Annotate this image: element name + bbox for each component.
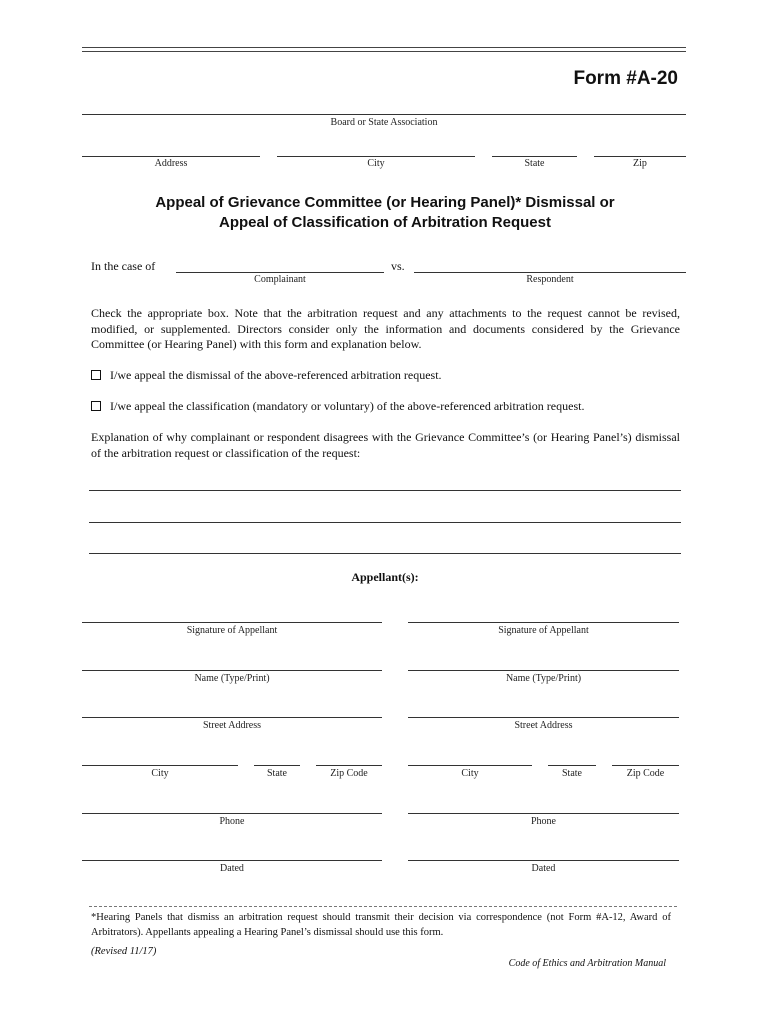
complainant-label: Complainant xyxy=(254,274,306,285)
footnote: *Hearing Panels that dismiss an arbitration request should transmit their decision via correspondence (not Form #A-12, Award of Arbitrators). Appellants appealing a Hearing Panel’s dismissal should use this form. xyxy=(91,912,671,938)
explanation-line-2[interactable] xyxy=(89,522,681,523)
form-number: Form #A-20 xyxy=(573,68,678,89)
city-field-2[interactable] xyxy=(408,765,532,766)
street-label-2: Street Address xyxy=(514,720,573,731)
complainant-field[interactable] xyxy=(176,272,384,273)
phone-label-2: Phone xyxy=(531,816,556,827)
zip-field-2[interactable] xyxy=(612,765,679,766)
revised-note: (Revised 11/17) xyxy=(91,946,157,957)
state-field-1[interactable] xyxy=(254,765,300,766)
footnote-separator xyxy=(89,906,677,907)
zip-label: Zip xyxy=(633,158,647,169)
name-label-2: Name (Type/Print) xyxy=(505,673,582,684)
state-field[interactable] xyxy=(492,156,577,157)
name-label-1: Name (Type/Print) xyxy=(194,673,270,684)
state-label: State xyxy=(524,158,545,169)
name-field-2[interactable] xyxy=(408,670,679,671)
zip-field-1[interactable] xyxy=(316,765,382,766)
street-field-1[interactable] xyxy=(82,717,382,718)
respondent-label: Respondent xyxy=(526,274,574,285)
vs-text: vs. xyxy=(391,259,405,273)
zip-label-1: Zip Code xyxy=(330,768,368,779)
top-rule xyxy=(82,47,686,48)
address-field[interactable] xyxy=(82,156,260,157)
phone-field-2[interactable] xyxy=(408,813,679,814)
dated-field-2[interactable] xyxy=(408,860,679,861)
zip-label-2: Zip Code xyxy=(626,768,665,779)
form-title-line2: Appeal of Classification of Arbitration Request xyxy=(219,214,551,231)
dated-label-2: Dated xyxy=(531,863,556,874)
signature-field-1[interactable] xyxy=(82,622,382,623)
city-label-1: City xyxy=(151,768,169,779)
state-label-2: State xyxy=(562,768,582,779)
state-field-2[interactable] xyxy=(548,765,596,766)
instructions: Check the appropriate box. Note that the arbitration request and any attachments to the request cannot be revised, modified, or supplemented. Directors consider only the information and documents considered by the Grievance Committee (or Hearing Panel) with this form and explanation below. xyxy=(91,306,680,351)
appellants-heading: Appellant(s): xyxy=(351,570,419,584)
phone-field-1[interactable] xyxy=(82,813,382,814)
classification-option-label: I/we appeal the classification (mandatory or voluntary) of the above-referenced arbitration request. xyxy=(110,399,585,413)
explanation-line-3[interactable] xyxy=(89,553,681,554)
signature-field-2[interactable] xyxy=(408,622,679,623)
state-label-1: State xyxy=(267,768,287,779)
dated-field-1[interactable] xyxy=(82,860,382,861)
dismissal-checkbox[interactable] xyxy=(91,370,101,380)
form-title-line1: Appeal of Grievance Committee (or Hearing Panel)* Dismissal or xyxy=(155,194,615,211)
city-label: City xyxy=(367,158,385,169)
case-prefix: In the case of xyxy=(91,259,156,273)
respondent-field[interactable] xyxy=(414,272,686,273)
address-label: Address xyxy=(154,158,188,169)
city-label-2: City xyxy=(461,768,479,779)
city-field[interactable] xyxy=(277,156,475,157)
explanation-prompt: Explanation of why complainant or respondent disagrees with the Grievance Committee’s (or Hearing Panel’s) dismissal of the arbitration request or classification of the request: xyxy=(91,430,680,460)
explanation-line-1[interactable] xyxy=(89,490,681,491)
city-field-1[interactable] xyxy=(82,765,238,766)
name-field-1[interactable] xyxy=(82,670,382,671)
street-label-1: Street Address xyxy=(202,720,262,731)
board-field[interactable] xyxy=(82,114,686,115)
dismissal-option-label: I/we appeal the dismissal of the above-referenced arbitration request. xyxy=(110,368,442,382)
street-field-2[interactable] xyxy=(408,717,679,718)
manual-title: Code of Ethics and Arbitration Manual xyxy=(508,958,666,969)
phone-label-1: Phone xyxy=(219,816,245,827)
signature-label-2: Signature of Appellant xyxy=(498,625,589,636)
classification-checkbox[interactable] xyxy=(91,401,101,411)
top-rule-2 xyxy=(82,51,686,52)
board-label: Board or State Association xyxy=(330,117,438,128)
zip-field[interactable] xyxy=(594,156,686,157)
dated-label-1: Dated xyxy=(220,863,244,874)
signature-label-1: Signature of Appellant xyxy=(186,625,278,636)
